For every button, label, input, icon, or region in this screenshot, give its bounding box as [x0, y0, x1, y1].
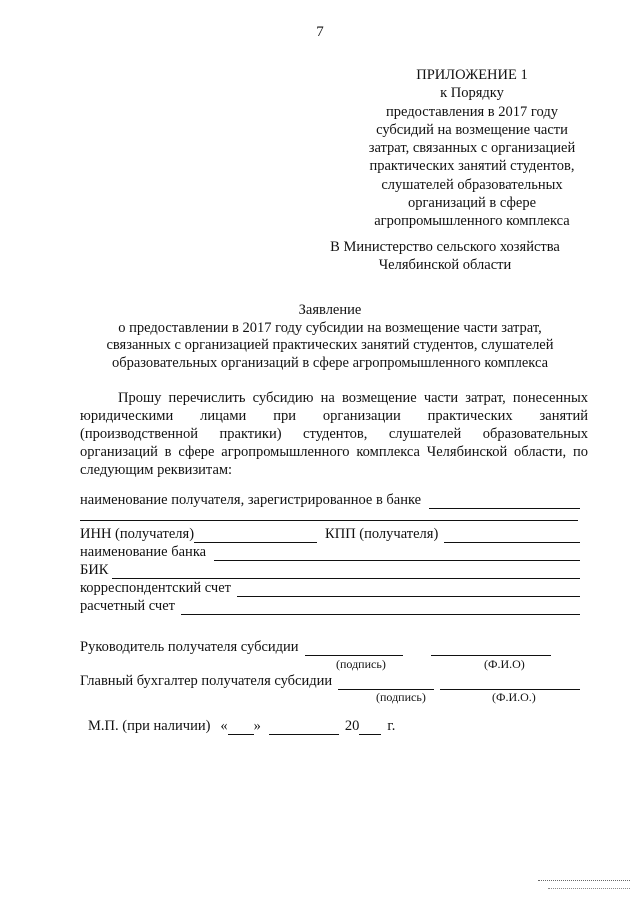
appendix-line: практических занятий студентов,	[369, 158, 575, 175]
statement-heading	[70, 302, 590, 372]
head-signature-row	[80, 639, 580, 656]
appendix-line: слушателей образовательных	[381, 176, 563, 193]
corr-account-label: корреспондентский счет	[80, 580, 231, 596]
account-row	[80, 598, 580, 615]
corr-account-blank[interactable]	[237, 583, 580, 597]
statement-subtitle-line: связанных с организацией практических занятий студентов, слушателей	[106, 337, 554, 354]
year-prefix: 20	[344, 718, 360, 734]
head-fio-blank[interactable]	[431, 642, 551, 656]
bik-blank[interactable]	[112, 565, 580, 579]
accountant-signature-row	[80, 673, 580, 690]
recipient-name-blank[interactable]	[429, 495, 580, 509]
head-label: Руководитель получателя субсидии	[80, 639, 299, 655]
appendix-header	[330, 66, 614, 231]
statement-subtitle-line: о предоставлении в 2017 году субсидии на возмещение части затрат,	[118, 319, 542, 336]
head-fio-caption: (Ф.И.О)	[484, 657, 525, 671]
day-blank[interactable]	[228, 721, 254, 735]
account-label: расчетный счет	[80, 598, 175, 614]
bank-name-label: наименование банка	[80, 544, 207, 560]
accountant-fio-caption: (Ф.И.О.)	[492, 690, 536, 704]
inn-label: ИНН (получателя)	[80, 526, 195, 542]
addressee-line-2: Челябинской области	[378, 257, 512, 274]
recipient-name-label: наименование получателя, зарегистрированное в банке	[80, 492, 422, 508]
accountant-signature-caption: (подпись)	[376, 690, 426, 704]
inn-blank[interactable]	[194, 529, 317, 543]
appendix-line: агропромышленного комплекса	[374, 213, 570, 230]
bottom-divider	[538, 880, 630, 881]
inn-kpp-row	[80, 526, 580, 543]
statement-subtitle-line: образовательных организаций в сфере агропромышленного комплекса	[111, 354, 549, 371]
recipient-name-blank-2[interactable]	[80, 520, 578, 521]
stamp-label: М.П. (при наличии)	[88, 718, 211, 734]
accountant-fio-blank[interactable]	[440, 676, 580, 690]
recipient-name-row	[80, 492, 580, 509]
month-blank[interactable]	[269, 721, 339, 735]
account-blank[interactable]	[181, 601, 580, 615]
year-blank[interactable]	[359, 721, 381, 735]
accountant-label: Главный бухгалтер получателя субсидии	[80, 673, 333, 689]
appendix-line: к Порядку	[440, 85, 504, 102]
date-open-quote: «	[220, 718, 228, 734]
bik-label: БИК	[80, 562, 109, 578]
kpp-blank[interactable]	[444, 529, 580, 543]
addressee	[300, 238, 590, 275]
appendix-line: организаций в сфере	[407, 195, 537, 212]
year-suffix: г.	[387, 718, 396, 734]
accountant-signature-blank[interactable]	[338, 676, 434, 690]
page-number: 7	[316, 24, 324, 40]
bik-row	[80, 562, 580, 579]
stamp-date-row	[88, 718, 488, 735]
request-paragraph: Прошу перечислить субсидию на возмещение части затрат, понесенных юридическими лицами при организации практических занятий (производственной практики) студентов, слушателей образовательных организаций в сфере агропромышленного комплекса Челябинской области, по следующим реквизитам:	[80, 390, 588, 478]
appendix-line: субсидий на возмещение части	[376, 121, 568, 138]
head-signature-caption: (подпись)	[336, 657, 386, 671]
date-close-quote: »	[253, 718, 261, 734]
corr-account-row	[80, 580, 580, 597]
addressee-line-1: В Министерство сельского хозяйства	[330, 239, 560, 255]
head-signature-blank[interactable]	[305, 642, 403, 656]
statement-title: Заявление	[298, 302, 362, 318]
bottom-divider	[548, 888, 630, 889]
appendix-title: ПРИЛОЖЕНИЕ 1	[416, 67, 528, 83]
appendix-line: затрат, связанных с организацией	[368, 140, 576, 157]
bank-name-row	[80, 544, 580, 561]
bank-name-blank[interactable]	[214, 547, 580, 561]
appendix-line: предоставления в 2017 году	[386, 103, 558, 120]
kpp-label: КПП (получателя)	[325, 526, 439, 542]
